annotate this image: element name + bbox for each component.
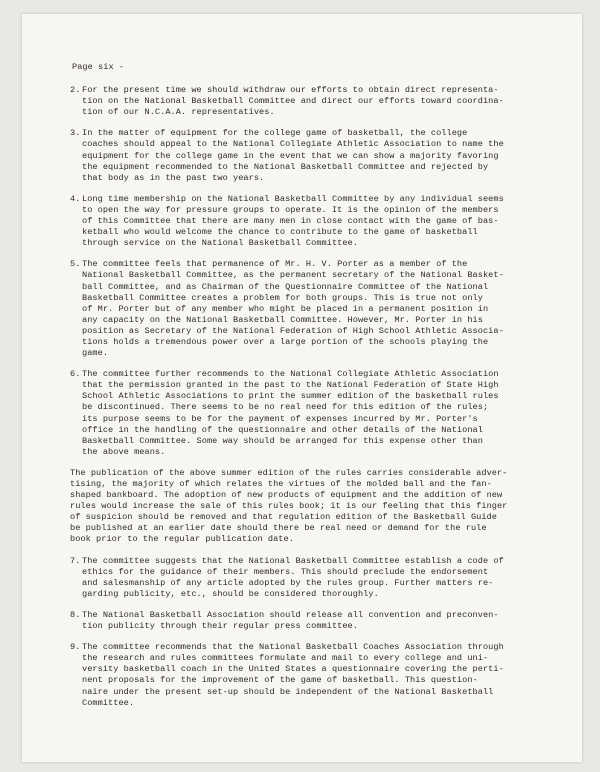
item-line: versity basketball coach in the United States a questionnaire covering the perti- [82,664,504,675]
list-item [70,556,568,600]
paragraph-line: shaped bankboard. The adoption of new products of equipment and the addition of new [70,490,503,501]
list-item [70,259,568,359]
item-number: 8. [70,609,81,620]
item-line: ketball who would welcome the chance to contribute to the game of basketball [82,227,478,238]
item-line: School Athletic Associations to print the summer edition of the basketball rules [82,391,499,402]
item-body [82,194,568,249]
item-number: 2. [70,85,81,96]
item-number: 7. [70,555,81,566]
item-line: naire under the present set-up should be independent of the National Basketball [82,686,494,697]
document-text [70,62,568,719]
item-line: tion publicity through their regular press committee. [82,621,358,632]
item-line: the above means. [82,446,166,457]
item-line: equipment for the college game in the event that we can show a majority favoring [82,150,499,161]
item-line: garding publicity, etc., should be considered thoroughly. [82,588,379,599]
item-line: tions holds a tremendous power over a large portion of the schools playing the [82,336,489,347]
item-line: Basketball Committee creates a problem for both groups. This is true not only [82,292,483,303]
item-number: 3. [70,128,81,139]
item-line: its purpose seems to be for the payment of expenses incurred by Mr. Porter's [82,413,478,424]
item-line: of Mr. Porter but of any member who might be placed in a permanent position in [82,303,489,314]
item-line: ethics for the guidance of their members. This should preclude the endorsement [82,566,489,577]
item-line: to open the way for pressure groups to operate. It is the opinion of the members [82,204,499,215]
item-line: tion on the National Basketball Committee and direct our efforts toward coordina- [82,96,504,107]
item-line: that body as in the past two years. [82,172,265,183]
item-number: 6. [70,369,81,380]
item-number: 4. [70,193,81,204]
item-line: be discontinued. There seems to be no real need for this edition of the rules; [82,402,489,413]
item-line: any capacity on the National Basketball Committee. However, Mr. Porter in his [82,314,483,325]
list-item [70,642,568,709]
paragraph-line: tising, the majority of which relates the virtues of the molded ball and the fan- [70,479,492,489]
item-line: nent proposals for the improvement of the game of basketball. This question- [82,675,478,686]
item-line: Long time membership on the National Basketball Committee by any individual seems [82,193,504,204]
item-line: office in the handling of the questionnaire and other details of the National [82,424,483,435]
page-header: Page six - [72,62,125,72]
item-line: the equipment recommended to the National Basketball Committee and rejected by [82,161,489,172]
item-number: 5. [70,259,81,270]
item-line: the research and rules committees formulate and mail to every college and uni- [82,653,489,664]
list-item [70,610,568,632]
item-line: tion of our N.C.A.A. representatives. [82,107,275,118]
item-number: 9. [70,642,81,653]
item-body [82,259,568,359]
item-body [82,128,568,183]
list-item [70,85,568,118]
item-line: game. [82,348,109,359]
paragraph-line: The publication of the above summer edition of the rules carries considerable adver- [70,467,508,478]
item-line: The committee suggests that the National Basketball Committee establish a code of [82,555,504,566]
item-body [82,556,568,600]
paragraph-line: of suspicion should be removed and that regulation edition of the Basketball Guide [70,512,497,523]
item-line: through service on the National Basketball Committee. [82,238,358,249]
item-line: In the matter of equipment for the college game of basketball, the college [82,128,468,139]
list-item [70,128,568,183]
item-body [82,642,568,709]
list-item [70,194,568,249]
item-line: The committee feels that permanence of Mr. H. V. Porter as a member of the [82,259,468,270]
item-line: Committee. [82,697,135,708]
item-line: Basketball Committee. Some way should be arranged for this expense other than [82,435,483,446]
publication-paragraph [70,468,568,546]
paragraph-line: be published at an earlier date should there be real need or demand for the rule [70,523,487,534]
item-line: that the permission granted in the past to the National Federation of State High [82,380,499,391]
numbered-list-part-1 [70,85,568,458]
item-line: position as Secretary of the National Federation of High School Athletic Associa- [82,325,504,336]
paragraph-line: book prior to the regular publication date. [70,534,294,545]
item-line: The committee recommends that the National Basketball Coaches Association through [82,642,504,653]
item-line: The National Basketball Association should release all convention and preconven- [82,609,499,620]
item-body [82,369,568,458]
list-item [70,369,568,458]
item-body [82,610,568,632]
numbered-list-part-2 [70,556,568,709]
item-line: and salesmanship of any article adopted by the rules group. Further matters re- [82,577,494,588]
document-page [22,14,582,762]
paragraph-line: rules would increase the sale of this rules book; it is our feeling that this finger [70,501,508,512]
item-line: The committee further recommends to the National Collegiate Athletic Association [82,369,499,380]
item-line: of this Committee that there are many men in close contact with the game of bas- [82,216,499,227]
item-line: National Basketball Committee, as the permanent secretary of the National Basket- [82,270,504,281]
item-line: coaches should appeal to the National Collegiate Athletic Association to name the [82,139,504,150]
item-body [82,85,568,118]
item-line: For the present time we should withdraw our efforts to obtain direct representa- [82,85,499,96]
item-line: ball Committee, and as Chairman of the Questionnaire Committee of the National [82,281,489,292]
